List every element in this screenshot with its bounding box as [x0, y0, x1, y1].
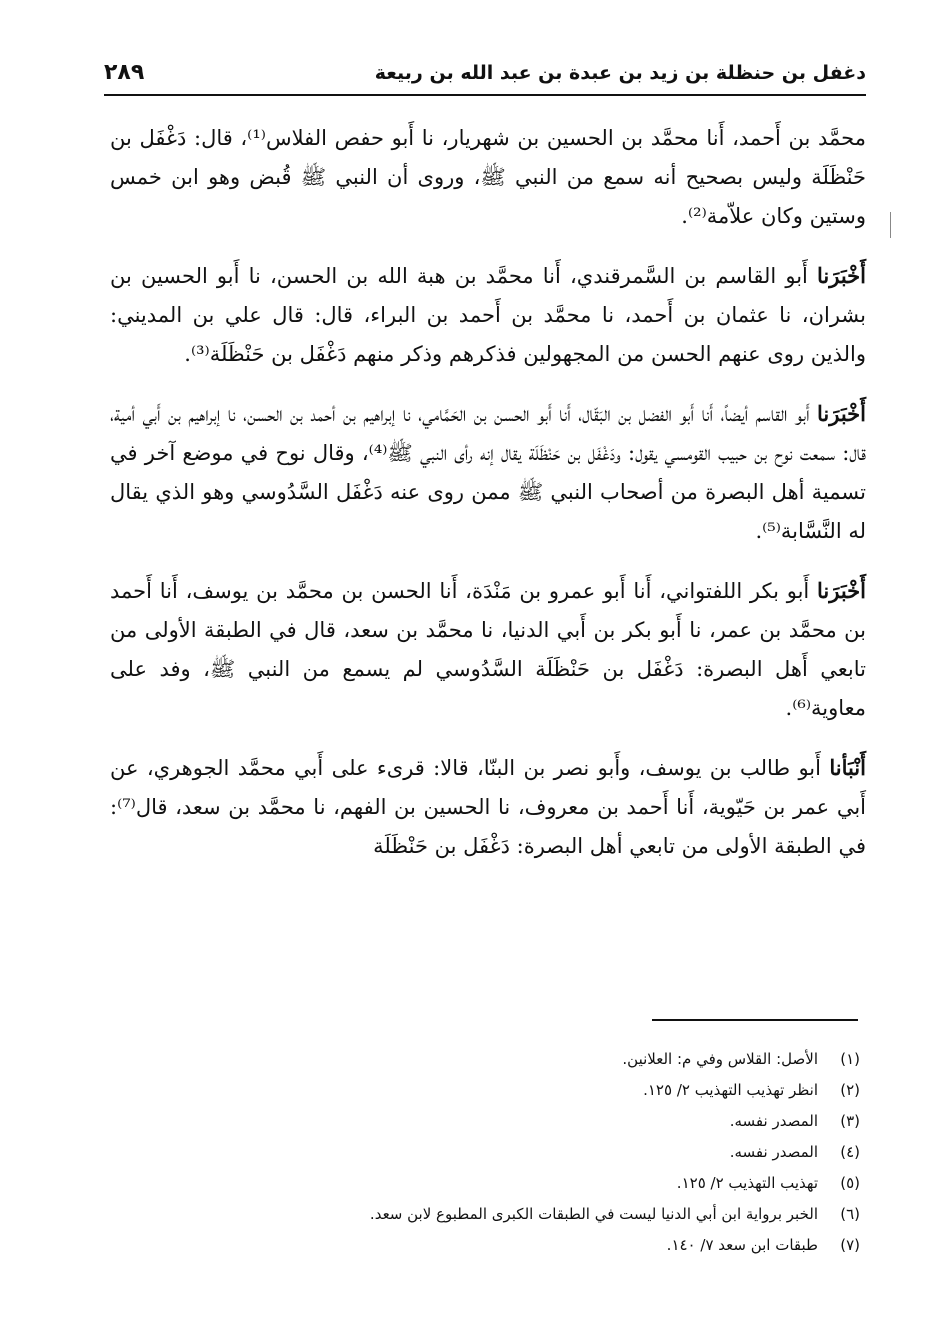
footnotes [300, 1044, 860, 1261]
footnote [300, 1075, 860, 1106]
page-number: ٢٨٩ [104, 60, 145, 85]
footnote-text: طبقات ابن سعد ٧/ ١٤٠. [666, 1236, 818, 1254]
paragraph [110, 571, 866, 728]
paragraph-lead: أَنْبَأنا [829, 755, 866, 780]
paragraph-lead: أَخْبَرَنا [817, 263, 866, 288]
footnote-divider [652, 1019, 858, 1021]
footnote-number: (٤) [840, 1143, 860, 1161]
paragraph-lead: أَخْبَرَنا [817, 578, 866, 603]
paragraph [110, 748, 866, 866]
footnote-text: الأصل: القلاس وفي م: العلانين. [622, 1050, 818, 1068]
paragraph-text: أَبو القاسم أيضاً، أَنا أَبو الفضل بن البَقّال، أَنا أَبو الحسن بن الحَمَّامي، نا إبراهيم بن أحمد بن الحسن، نا إبراهيم بن أَبي أمية، قال: سمعت نوح بن حبيب القومسي يقول: ودَغْفَل بن حَنْظَلَة يقال إنه رأى النبي ﷺ⁽⁴⁾، وقال نوح في موضع آخر في تسمية أهل البصرة من أصحاب النبي ﷺ ممن روى عنه دَغْفَل السَّدُوسي وهو الذي يقال له النَّسَّابة⁽⁵⁾. [110, 402, 866, 543]
footnote-text: المصدر نفسه. [729, 1143, 818, 1161]
footnote [300, 1199, 860, 1230]
footnote [300, 1044, 860, 1075]
paragraph-lead: أَخْبَرَنا [817, 401, 866, 426]
paragraph-text: أَبو القاسم بن السَّمرقندي، أَنا محمَّد بن هبة الله بن الحسن، نا أَبو الحسين بن بشران، نا عثمان بن أَحمد، نا محمَّد بن أَحمد بن البراء، قال: قال علي بن المديني: والذين روى عنهم الحسن من المجهولين فذكرهم وذكر منهم دَغْفَل بن حَنْظَلَة⁽³⁾. [110, 264, 866, 366]
footnote-number: (٢) [840, 1081, 860, 1099]
footnote-number: (٧) [840, 1236, 860, 1254]
paragraph-text: أَبو بكر اللفتواني، أَنا أَبو عمرو بن مَنْدَة، أَنا الحسن بن محمَّد بن يوسف، أَنا أَحمد بن محمَّد بن عمر، نا أَبو بكر بن أَبي الدنيا، نا محمَّد بن سعد، قال في الطبقة الأولى من تابعي أَهل البصرة: دَغْفَل بن حَنْظَلَة السَّدُوسي لم يسمع من النبي ﷺ، وفد على معاوية⁽⁶⁾. [110, 579, 866, 720]
paragraph [110, 256, 866, 374]
margin-mark [890, 212, 891, 238]
paragraph-text: محمَّد بن أَحمد، أَنا محمَّد بن الحسين بن شهريار، نا أَبو حفص الفلاس⁽¹⁾، قال: دَغْفَل بن حَنْظَلَة وليس بصحيح أنه سمع من النبي ﷺ، وروى أن النبي ﷺ قُبض وهو ابن خمس وستين وكان علاّمة⁽²⁾. [110, 126, 866, 228]
footnote-text: تهذيب التهذيب ٢/ ١٢٥. [676, 1174, 818, 1192]
footnote-text: انظر تهذيب التهذيب ٢/ ١٢٥. [643, 1081, 818, 1099]
paragraph [110, 394, 866, 551]
footnote-number: (٥) [840, 1174, 860, 1192]
paragraph [110, 118, 866, 236]
footnote [300, 1230, 860, 1261]
footnote [300, 1137, 860, 1168]
footnote-number: (٦) [840, 1205, 860, 1223]
paragraph-text: أَبو طالب بن يوسف، وأَبو نصر بن البنّا، قالا: قرىء على أَبي محمَّد الجوهري، عن أَبي عمر بن حَيّوية، أَنا أَحمد بن معروف، نا الحسين بن الفهم، نا محمَّد بن سعد، قال⁽⁷⁾: في الطبقة الأولى من تابعي أهل البصرة: دَغْفَل بن حَنْظَلَة [110, 756, 866, 858]
header-title: دغفل بن حنظلة بن زيد بن عبدة بن عبد الله بن ربيعة [374, 62, 866, 84]
footnote-number: (٣) [840, 1112, 860, 1130]
running-header [104, 54, 866, 96]
footnote [300, 1106, 860, 1137]
footnote-text: الخبر برواية ابن أبي الدنيا ليست في الطبقات الكبرى المطبوع لابن سعد. [369, 1205, 818, 1223]
footnote-number: (١) [840, 1050, 860, 1068]
footnote-text: المصدر نفسه. [729, 1112, 818, 1130]
footnote [300, 1168, 860, 1199]
main-text [110, 118, 866, 886]
